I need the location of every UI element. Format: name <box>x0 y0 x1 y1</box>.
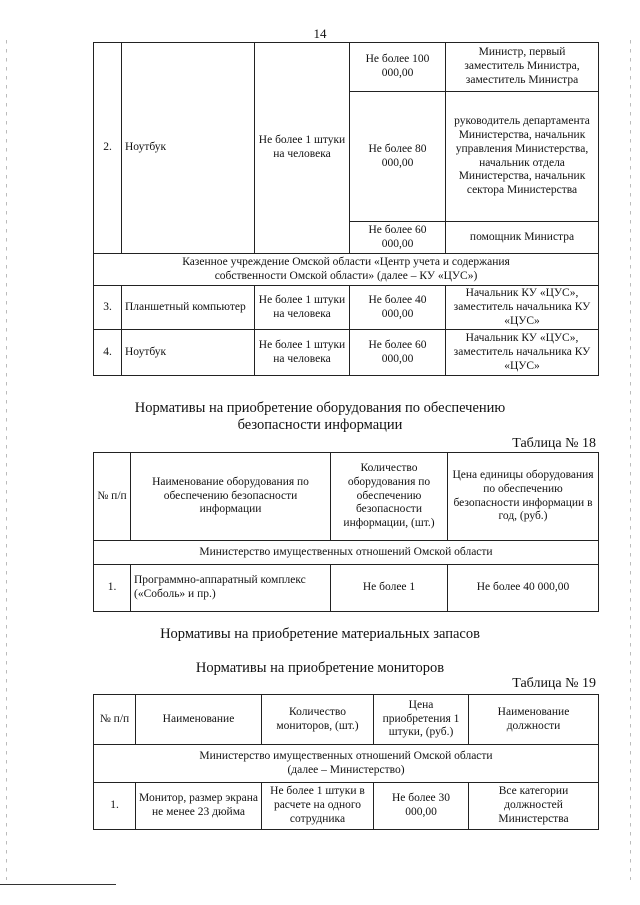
column-header: Цена единицы оборудования по обеспечению безопасности информации в год, (руб.) <box>448 453 599 541</box>
item-quantity: Не более 1 штуки в расчете на одного сотрудника <box>262 783 374 830</box>
item-quantity: Не более 1 <box>331 565 448 612</box>
item-price: Не более 60 000,00 <box>350 222 446 254</box>
column-header: Наименование <box>136 695 262 745</box>
item-positions: Начальник КУ «ЦУС», заместитель начальника КУ «ЦУС» <box>446 330 599 376</box>
heading-monitors: Нормативы на приобретение мониторов <box>195 660 445 676</box>
item-positions: руководитель департамента Министерства, начальник управления Министерства, начальник отдела Министерства, начальник сектора Министерства <box>446 92 599 222</box>
item-positions: Начальник КУ «ЦУС», заместитель начальника КУ «ЦУС» <box>446 286 599 330</box>
row-number: 2. <box>94 43 122 254</box>
item-positions: помощник Министра <box>446 222 599 254</box>
row-number: 4. <box>94 330 122 376</box>
item-price: Не более 40 000,00 <box>350 286 446 330</box>
heading-security: Нормативы на приобретение оборудования по обеспечению безопасности информации <box>134 400 506 434</box>
item-price: Не более 40 000,00 <box>448 565 599 612</box>
column-header: Количество оборудования по обеспечению безопасности информации, (шт.) <box>331 453 448 541</box>
item-price: Не более 30 000,00 <box>374 783 469 830</box>
footnote-rule <box>0 884 116 885</box>
header-row <box>94 453 599 541</box>
column-header: Количество мониторов, (шт.) <box>262 695 374 745</box>
table-row <box>94 783 599 830</box>
section-row <box>94 254 599 286</box>
section-title: Министерство имущественных отношений Омской области (далее – Министерство) <box>94 745 599 783</box>
item-price: Не более 60 000,00 <box>350 330 446 376</box>
item-name: Ноутбук <box>122 43 255 254</box>
section-row <box>94 745 599 783</box>
item-quantity: Не более 1 штуки на человека <box>255 286 350 330</box>
item-quantity: Не более 1 штуки на человека <box>255 330 350 376</box>
scan-edge-right <box>630 40 631 880</box>
column-header: Цена приобретения 1 штуки, (руб.) <box>374 695 469 745</box>
item-name: Планшетный компьютер <box>122 286 255 330</box>
item-price: Не более 100 000,00 <box>350 43 446 92</box>
section-title: Министерство имущественных отношений Омской области <box>94 541 599 565</box>
row-number: 3. <box>94 286 122 330</box>
row-number: 1. <box>94 565 131 612</box>
item-name: Программно-аппаратный комплекс («Соболь» и пр.) <box>131 565 331 612</box>
table-row <box>94 330 599 376</box>
table-row <box>94 286 599 330</box>
section-row <box>94 541 599 565</box>
table-18-label: Таблица № 18 <box>512 436 596 451</box>
column-header: Наименование должности <box>469 695 599 745</box>
table-19-label: Таблица № 19 <box>512 676 596 691</box>
heading-materials: Нормативы на приобретение материальных запасов <box>160 626 480 642</box>
item-name: Монитор, размер экрана не менее 23 дюйма <box>136 783 262 830</box>
row-number: 1. <box>94 783 136 830</box>
monitors-table <box>93 694 599 830</box>
computers-table <box>93 42 599 376</box>
header-row <box>94 695 599 745</box>
table-row <box>94 43 599 92</box>
section-title: Казенное учреждение Омской области «Центр учета и содержания собственности Омской области» (далее – КУ «ЦУС») <box>94 254 599 286</box>
item-quantity: Не более 1 штуки на человека <box>255 43 350 254</box>
column-header: Наименование оборудования по обеспечению безопасности информации <box>131 453 331 541</box>
scan-edge-left <box>6 40 7 880</box>
column-header: № п/п <box>94 453 131 541</box>
column-header: № п/п <box>94 695 136 745</box>
page-number: 14 <box>313 26 327 41</box>
item-positions: Министр, первый заместитель Министра, заместитель Министра <box>446 43 599 92</box>
item-positions: Все категории должностей Министерства <box>469 783 599 830</box>
item-name: Ноутбук <box>122 330 255 376</box>
security-equipment-table <box>93 452 599 612</box>
item-price: Не более 80 000,00 <box>350 92 446 222</box>
table-row <box>94 565 599 612</box>
